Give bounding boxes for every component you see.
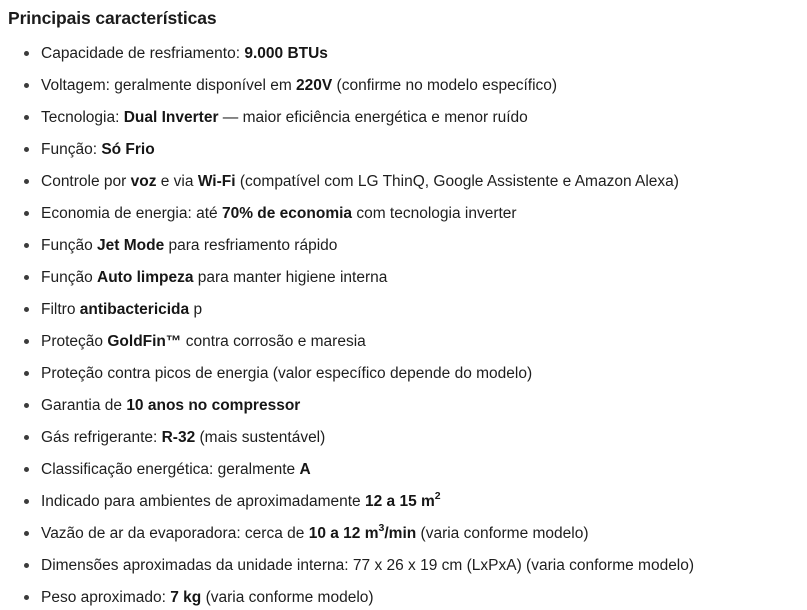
list-item-text: Garantia de 10 anos no compressor [41,397,301,414]
list-item [23,396,797,416]
list-item-text: Peso aproximado: 7 kg (varia conforme modelo) [41,589,374,606]
bullet-icon [24,275,29,280]
list-item-text: Vazão de ar da evaporadora: cerca de 10 a 12 $m^3/\min$ (varia conforme modelo) [41,521,589,542]
list-item-text: Tecnologia: Dual Inverter — maior eficiência energética e menor ruído [41,109,528,126]
features-list [8,44,797,608]
bullet-icon [24,243,29,248]
list-item [23,300,797,320]
list-item-text: Dimensões aproximadas da unidade interna: 77 x 26 x 19 cm (LxPxA) (varia conforme modelo) [41,557,695,574]
bullet-icon [24,339,29,344]
bullet-icon [24,51,29,56]
bullet-icon [24,595,29,600]
page-title: Principais características [8,8,217,28]
list-item-text: Proteção contra picos de energia (valor específico depende do modelo) [41,365,533,382]
bullet-icon [24,115,29,120]
bullet-icon [24,211,29,216]
list-item [23,521,797,544]
bullet-icon [24,403,29,408]
bullet-icon [24,563,29,568]
bullet-icon [24,147,29,152]
list-item-text: Indicado para ambientes de aproximadamente 12 a 15 $m^2$ [41,489,441,510]
list-item-text: Filtro antibactericida p [41,301,203,318]
bullet-icon [24,499,29,504]
list-item-text: Classificação energética: geralmente A [41,461,311,478]
list-item [23,460,797,480]
list-item [23,108,797,128]
list-item [23,44,797,64]
list-item-text: Voltagem: geralmente disponível em 220V (confirme no modelo específico) [41,77,558,94]
list-item [23,172,797,192]
list-item [23,428,797,448]
list-item [23,489,797,512]
list-item [23,236,797,256]
list-item-text: Gás refrigerante: R-32 (mais sustentável) [41,429,326,446]
list-item-text: Função: Só Frio [41,141,155,158]
bullet-icon [24,307,29,312]
list-item-text: Controle por voz e via Wi-Fi (compatível com LG ThinQ, Google Assistente e Amazon Alexa) [41,173,679,190]
list-item [23,268,797,288]
list-item [23,76,797,96]
list-item-text: Função Auto limpeza para manter higiene interna [41,269,388,286]
bullet-icon [24,371,29,376]
bullet-icon [24,83,29,88]
list-item-text: Proteção GoldFin™ contra corrosão e maresia [41,333,366,350]
list-item-text: Função Jet Mode para resfriamento rápido [41,237,338,254]
list-item [23,204,797,224]
list-item-text: Capacidade de resfriamento: 9.000 BTUs [41,45,328,62]
list-item [23,364,797,384]
list-item [23,140,797,160]
list-item [23,588,797,608]
bullet-icon [24,179,29,184]
list-item [23,332,797,352]
list-item [23,556,797,576]
list-item-text: Economia de energia: até 70% de economia com tecnologia inverter [41,205,517,222]
bullet-icon [24,435,29,440]
bullet-icon [24,531,29,536]
bullet-icon [24,467,29,472]
